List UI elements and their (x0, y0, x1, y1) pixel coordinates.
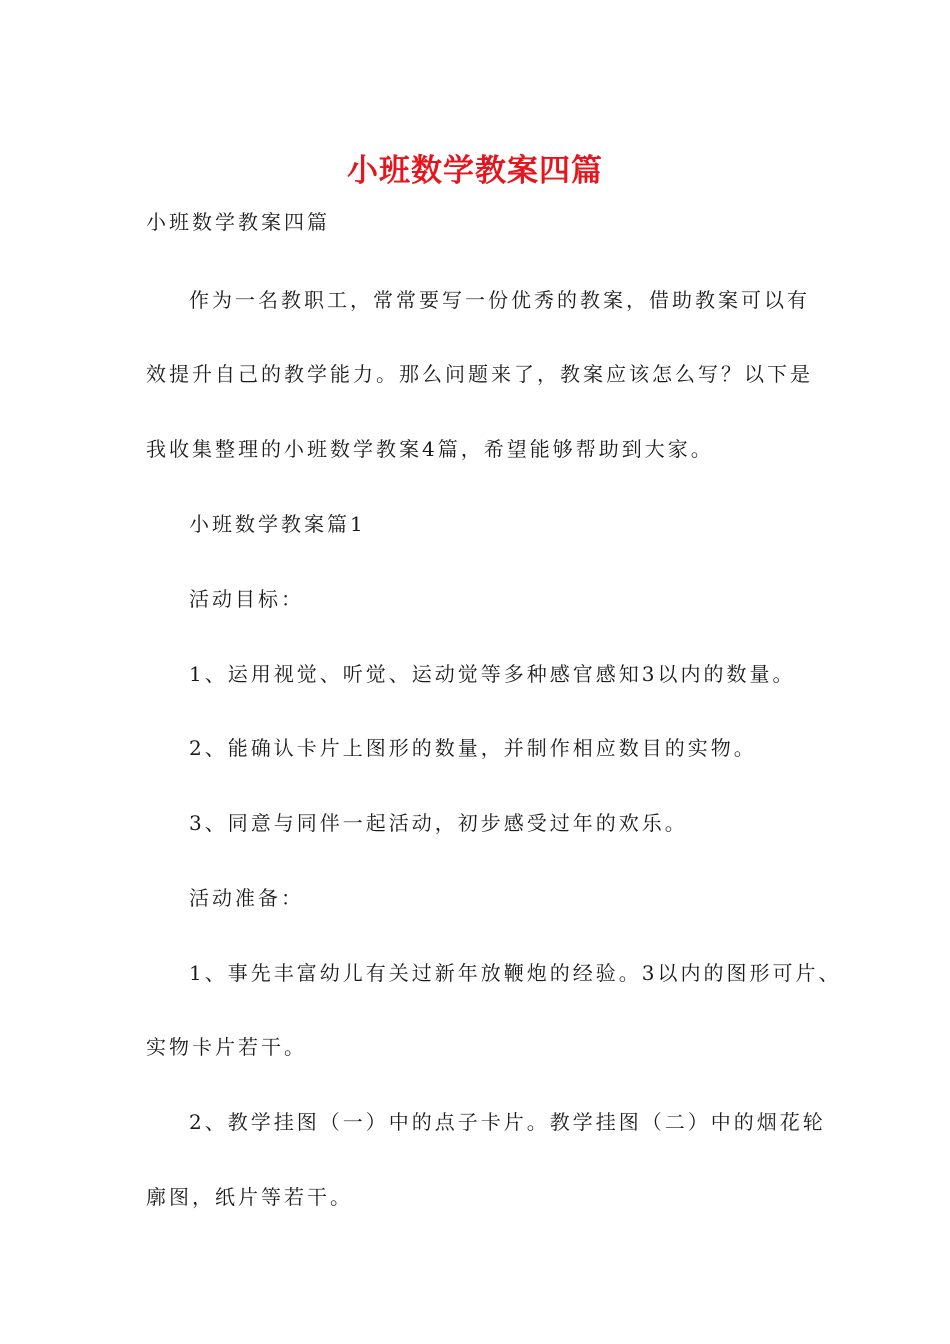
list-item: 2、能确认卡片上图形的数量，并制作相应数目的实物。 (189, 736, 757, 760)
list-item-continuation: 实物卡片若干。 (146, 1035, 307, 1059)
list-item: 3、同意与同伴一起活动，初步感受过年的欢乐。 (189, 811, 688, 835)
paragraph-line: 我收集整理的小班数学教案4篇，希望能够帮助到大家。 (146, 437, 714, 461)
list-item: 1、事先丰富幼儿有关过新年放鞭炮的经验。3以内的图形可片、 (189, 961, 842, 985)
list-item: 1、运用视觉、听觉、运动觉等多种感官感知3以内的数量。 (189, 662, 796, 686)
document-subtitle: 小班数学教案四篇 (146, 210, 330, 234)
section-heading: 活动准备： (189, 886, 304, 910)
section-heading: 小班数学教案篇1 (189, 512, 366, 536)
paragraph-line: 效提升自己的教学能力。那么问题来了，教案应该怎么写？以下是 (146, 362, 813, 386)
section-heading: 活动目标： (189, 587, 304, 611)
list-item: 2、教学挂图（一）中的点子卡片。教学挂图（二）中的烟花轮 (189, 1110, 826, 1134)
document-title: 小班数学教案四篇 (347, 153, 603, 189)
list-item-continuation: 廓图，纸片等若干。 (146, 1185, 353, 1209)
paragraph-line: 作为一名教职工，常常要写一份优秀的教案，借助教案可以有 (189, 288, 810, 312)
